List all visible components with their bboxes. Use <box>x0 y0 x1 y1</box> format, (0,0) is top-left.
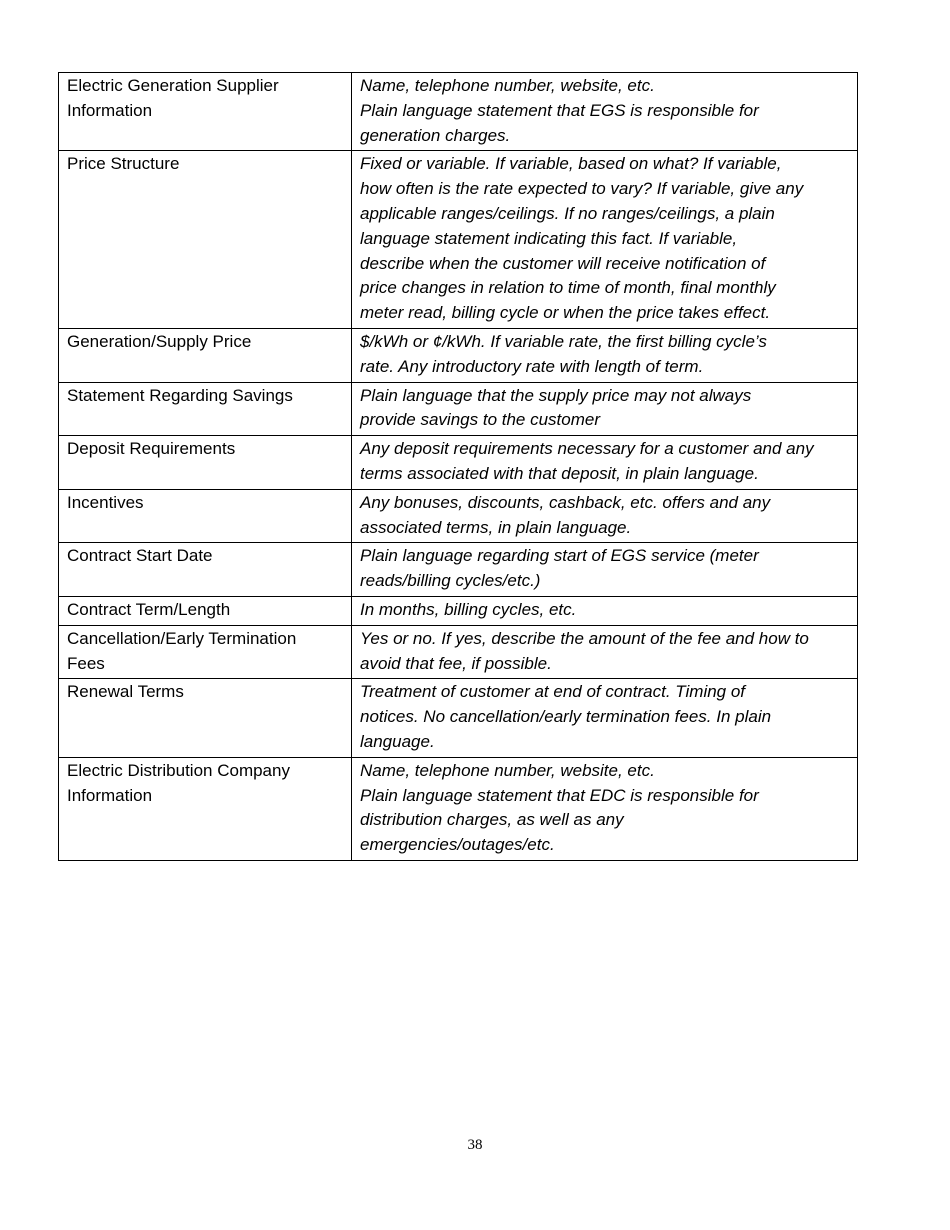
row-label-cell <box>59 151 352 329</box>
row-label-cell <box>59 489 352 543</box>
row-description-line: Plain language statement that EGS is responsible for <box>360 100 759 120</box>
row-description-line: Treatment of customer at end of contract. Timing of <box>360 682 746 702</box>
row-description-line: Plain language that the supply price may not always <box>360 385 752 405</box>
row-label-cell <box>59 436 352 490</box>
row-description-line: Name, telephone number, website, etc. <box>360 760 655 780</box>
row-label-cell <box>59 679 352 757</box>
row-description-cell <box>352 625 858 679</box>
row-description-line: generation charges. <box>360 125 511 145</box>
row-description-cell <box>352 543 858 597</box>
row-label-line: Cancellation/Early Termination <box>67 628 297 648</box>
row-description-line: provide savings to the customer <box>360 410 601 430</box>
row-description-line: associated terms, in plain language. <box>360 517 632 537</box>
row-label-line: Renewal Terms <box>67 682 184 702</box>
row-description-line: price changes in relation to time of month, final monthly <box>360 278 776 298</box>
table-row <box>59 151 858 329</box>
table-row <box>59 489 858 543</box>
row-label-cell <box>59 543 352 597</box>
table-row <box>59 757 858 860</box>
row-label-line: Statement Regarding Savings <box>67 385 293 405</box>
row-description-line: distribution charges, as well as any <box>360 810 624 830</box>
row-description-line: Any deposit requirements necessary for a customer and any <box>360 439 814 459</box>
row-description-line: language statement indicating this fact. If variable, <box>360 228 738 248</box>
table-row <box>59 625 858 679</box>
table-row <box>59 382 858 436</box>
row-label-cell <box>59 625 352 679</box>
table-row <box>59 436 858 490</box>
row-description-cell <box>352 679 858 757</box>
row-description-line: Plain language regarding start of EGS service (meter <box>360 546 759 566</box>
row-description-line: emergencies/outages/etc. <box>360 835 555 855</box>
disclosure-table <box>58 72 858 861</box>
row-description-line: language. <box>360 731 435 751</box>
row-description-cell <box>352 757 858 860</box>
table-row <box>59 73 858 151</box>
row-description-line: notices. No cancellation/early termination fees. In plain <box>360 707 772 727</box>
table-row <box>59 679 858 757</box>
row-description-line: Any bonuses, discounts, cashback, etc. offers and any <box>360 492 771 512</box>
row-label-line: Information <box>67 785 153 805</box>
row-label-cell <box>59 328 352 382</box>
row-label-line: Electric Distribution Company <box>67 760 290 780</box>
row-description-cell <box>352 596 858 625</box>
row-description-cell <box>352 489 858 543</box>
row-description-line: In months, billing cycles, etc. <box>360 599 577 619</box>
row-description-line: $/kWh or ¢/kWh. If variable rate, the first billing cycle’s <box>360 331 767 351</box>
row-label-cell <box>59 757 352 860</box>
disclosure-table-body <box>59 73 858 861</box>
row-description-line: avoid that fee, if possible. <box>360 653 552 673</box>
row-label-line: Deposit Requirements <box>67 439 236 459</box>
row-description-line: how often is the rate expected to vary? If variable, give any <box>360 179 804 199</box>
row-description-cell <box>352 328 858 382</box>
row-label-cell <box>59 596 352 625</box>
row-label-line: Contract Start Date <box>67 546 213 566</box>
row-label-line: Information <box>67 100 153 120</box>
row-description-cell <box>352 151 858 329</box>
row-label-line: Incentives <box>67 492 144 512</box>
page-number: 38 <box>467 1137 483 1153</box>
row-description-cell <box>352 436 858 490</box>
row-description-line: reads/billing cycles/etc.) <box>360 571 541 591</box>
row-description-line: terms associated with that deposit, in plain language. <box>360 463 759 483</box>
row-description-line: Plain language statement that EDC is responsible for <box>360 785 759 805</box>
row-label-line: Generation/Supply Price <box>67 331 252 351</box>
table-row <box>59 596 858 625</box>
row-description-line: Fixed or variable. If variable, based on what? If variable, <box>360 154 782 174</box>
row-label-cell <box>59 382 352 436</box>
row-label-line: Fees <box>67 653 105 673</box>
row-label-line: Contract Term/Length <box>67 599 231 619</box>
row-label-line: Electric Generation Supplier <box>67 76 279 95</box>
row-description-line: describe when the customer will receive notification of <box>360 253 766 273</box>
row-description-cell <box>352 73 858 151</box>
row-description-line: rate. Any introductory rate with length of term. <box>360 356 704 376</box>
table-row <box>59 328 858 382</box>
row-description-line: meter read, billing cycle or when the price takes effect. <box>360 303 771 323</box>
table-row <box>59 543 858 597</box>
row-description-line: Name, telephone number, website, etc. <box>360 76 655 95</box>
row-label-line: Price Structure <box>67 154 180 174</box>
row-description-line: applicable ranges/ceilings. If no ranges/ceilings, a plain <box>360 203 775 223</box>
row-description-line: Yes or no. If yes, describe the amount of the fee and how to <box>360 628 809 648</box>
row-label-cell <box>59 73 352 151</box>
row-description-cell <box>352 382 858 436</box>
